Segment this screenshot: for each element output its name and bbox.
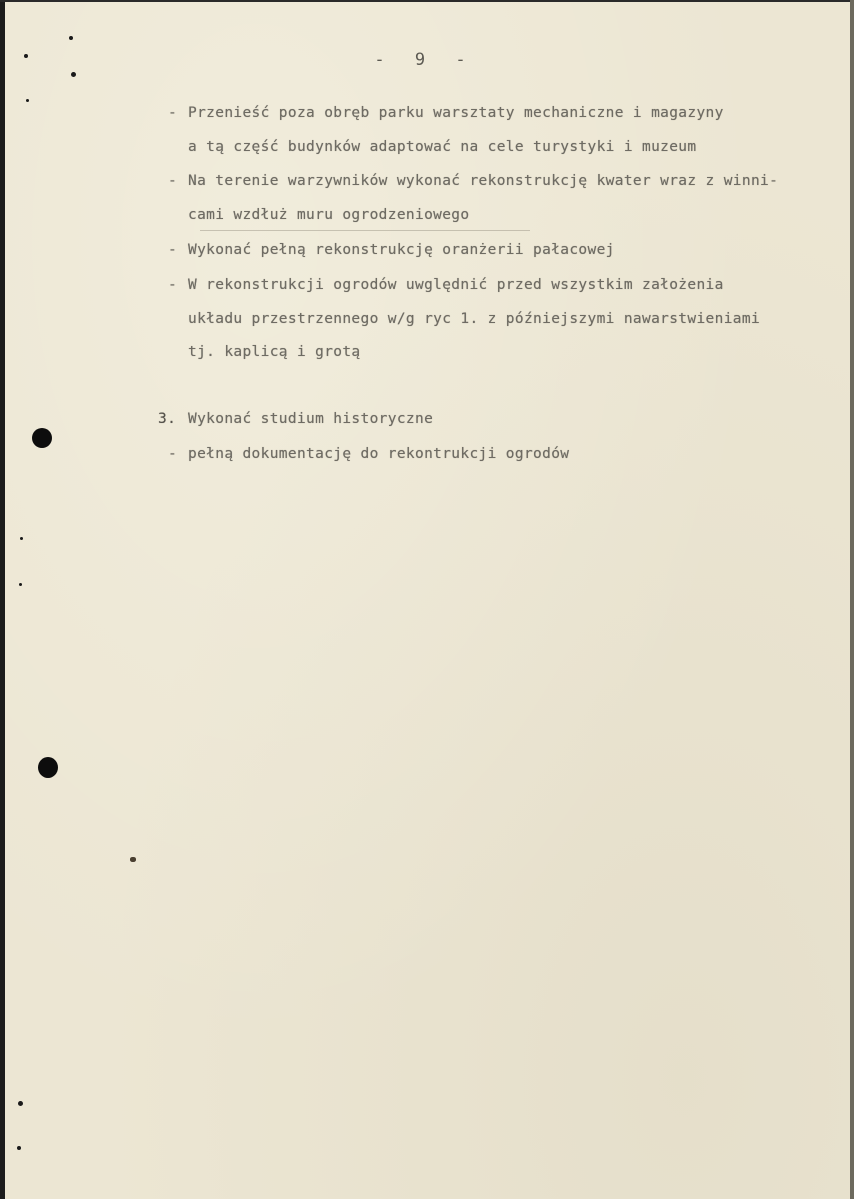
- body-text-line: Wykonać pełną rekonstrukcję oranżerii pałacowej: [188, 242, 615, 258]
- bullet-marker: -: [168, 277, 178, 293]
- margin-speck: [69, 36, 73, 40]
- body-text-line: cami wzdłuż muru ogrodzeniowego: [188, 207, 470, 223]
- punch-hole-top: [32, 428, 52, 448]
- body-text-line: W rekonstrukcji ogrodów uwględnić przed wszystkim założenia: [188, 277, 724, 293]
- faint-scan-line: [200, 230, 530, 231]
- body-text-line: Na terenie warzywników wykonać rekonstrukcję kwater wraz z winni-: [188, 173, 779, 189]
- margin-speck: [17, 1146, 21, 1150]
- section-number: 3.: [158, 411, 177, 427]
- margin-speck: [19, 583, 22, 586]
- margin-speck: [71, 72, 76, 77]
- scan-left-edge: [0, 0, 5, 1199]
- body-text-line: Przenieść poza obręb parku warsztaty mechaniczne i magazyny: [188, 105, 724, 121]
- scan-right-edge: [850, 0, 854, 1199]
- body-text-line: tj. kaplicą i grotą: [188, 344, 361, 360]
- margin-speck: [24, 54, 28, 58]
- ink-smudge: [130, 857, 136, 862]
- margin-speck: [18, 1101, 23, 1106]
- bullet-marker: -: [168, 242, 178, 258]
- body-text-line: a tą część budynków adaptować na cele turystyki i muzeum: [188, 139, 697, 155]
- margin-speck: [20, 537, 23, 540]
- bullet-marker: -: [168, 446, 178, 462]
- page-number: - 9 -: [374, 50, 476, 70]
- scan-top-edge: [0, 0, 854, 2]
- bullet-marker: -: [168, 105, 178, 121]
- bullet-marker: -: [168, 173, 178, 189]
- punch-hole-bottom: [38, 757, 58, 778]
- body-text-line: pełną dokumentację do rekontrukcji ogrodów: [188, 446, 570, 462]
- margin-speck: [26, 99, 29, 102]
- section-heading: Wykonać studium historyczne: [188, 411, 434, 427]
- body-text-line: układu przestrzennego w/g ryc 1. z późniejszymi nawarstwieniami: [188, 311, 761, 327]
